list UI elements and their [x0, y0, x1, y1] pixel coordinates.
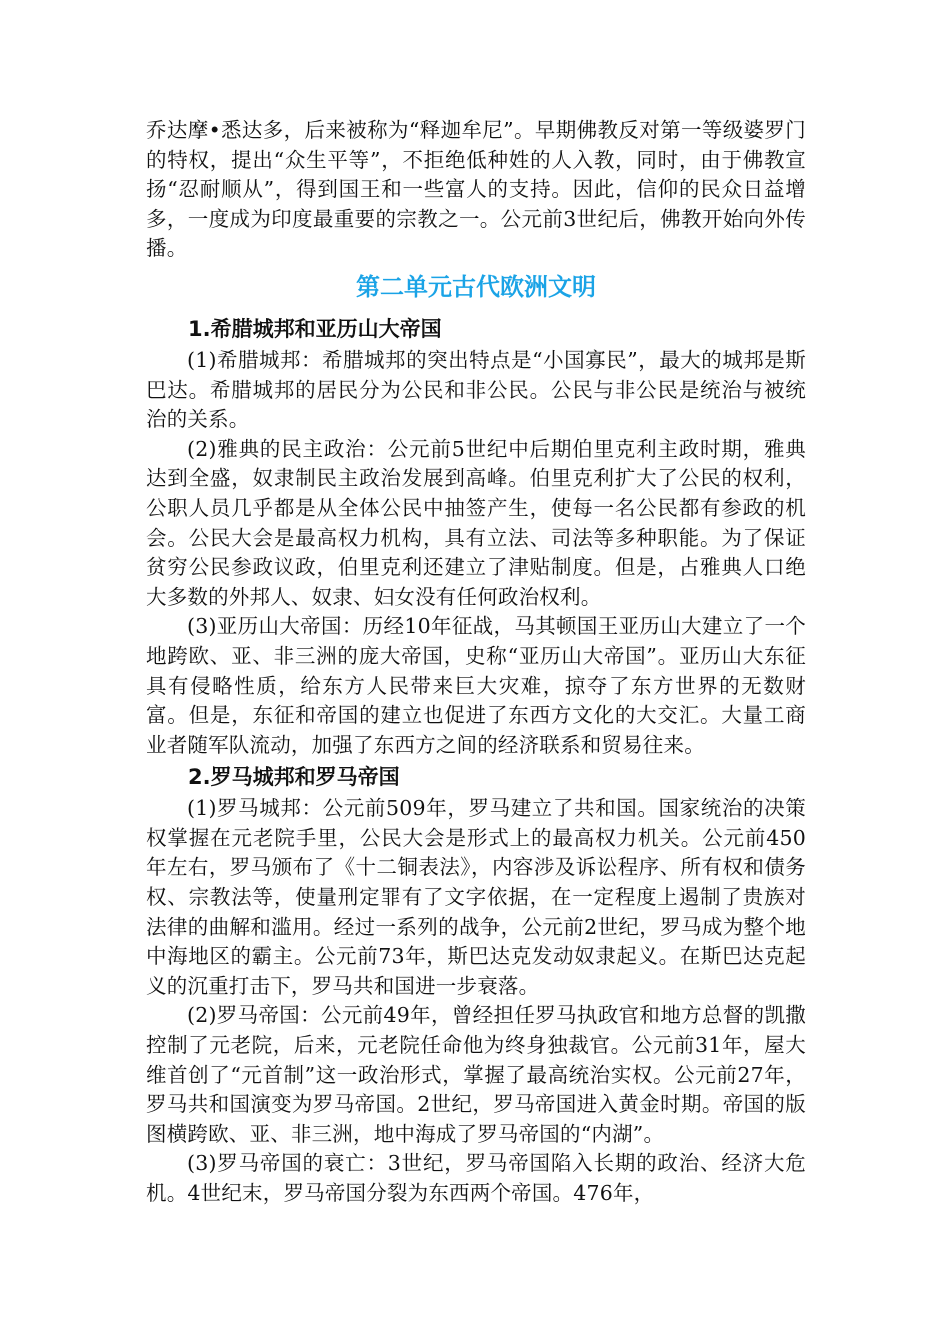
unit-title: 第二单元古代欧洲文明: [356, 272, 596, 301]
section-1-paragraph-1: (1)希腊城邦：希腊城邦的突出特点是“小国寡民”，最大的城邦是斯巴达。希腊城邦的居民分为公民和非公民。公民与非公民是统治与被统治的关系。: [146, 347, 806, 432]
section-2-paragraph-1: (1)罗马城邦：公元前509年，罗马建立了共和国。国家统治的决策权掌握在元老院手里，公民大会是形式上的最高权力机关。公元前450年左右，罗马颁布了《十二铜表法》，内容涉及诉讼程序、所有权和债务权、宗教法等，使量刑定罪有了文字依据，在一定程度上遏制了贵族对法律的曲解和滥用。经过一系列的战争，公元前2世纪，罗马成为整个地中海地区的霸主。公元前73年，斯巴达克发动奴隶起义。在斯巴达克起义的沉重打击下，罗马共和国进一步衰落。: [146, 796, 806, 998]
section-1-heading: 1.希腊城邦和亚历山大帝国: [188, 316, 442, 341]
intro-paragraph: 乔达摩•悉达多，后来被称为“释迦牟尼”。早期佛教反对第一等级婆罗门的特权，提出“众生平等”，不拒绝低种姓的人入教，同时，由于佛教宣扬“忍耐顺从”，得到国王和一些富人的支持。因此，信仰的民众日益增多，一度成为印度最重要的宗教之一。公元前3世纪后，佛教开始向外传播。: [146, 118, 806, 261]
section-1-paragraph-3: (3)亚历山大帝国：历经10年征战，马其顿国王亚历山大建立了一个地跨欧、亚、非三洲的庞大帝国，史称“亚历山大帝国”。亚历山大东征具有侵略性质，给东方人民带来巨大灾难，掠夺了东方世界的无数财富。但是，东征和帝国的建立也促进了东西方文化的大交汇。大量工商业者随军队流动，加强了东西方之间的经济联系和贸易往来。: [146, 614, 806, 757]
section-1-paragraph-2: (2)雅典的民主政治：公元前5世纪中后期伯里克利主政时期，雅典达到全盛，奴隶制民主政治发展到高峰。伯里克利扩大了公民的权利，公职人员几乎都是从全体公民中抽签产生，使每一名公民都有参政的机会。公民大会是最高权力机构，具有立法、司法等多种职能。为了保证贫穷公民参政议政，伯里克利还建立了津贴制度。但是，占雅典人口绝大多数的外邦人、奴隶、妇女没有任何政治权利。: [146, 436, 806, 609]
document-page: [146, 116, 806, 1209]
section-2-paragraph-3: (3)罗马帝国的衰亡：3世纪，罗马帝国陷入长期的政治、经济大危机。4世纪末，罗马帝国分裂为东西两个帝国。476年，: [146, 1151, 806, 1205]
section-2-paragraph-2: (2)罗马帝国：公元前49年，曾经担任罗马执政官和地方总督的凯撒控制了元老院，后来，元老院任命他为终身独裁官。公元前31年，屋大维首创了“元首制”这一政治形式，掌握了最高统治实权。公元前27年，罗马共和国演变为罗马帝国。2世纪，罗马帝国进入黄金时期。帝国的版图横跨欧、亚、非三洲，地中海成了罗马帝国的“内湖”。: [146, 1003, 806, 1146]
section-2-heading: 2.罗马城邦和罗马帝国: [188, 765, 400, 790]
